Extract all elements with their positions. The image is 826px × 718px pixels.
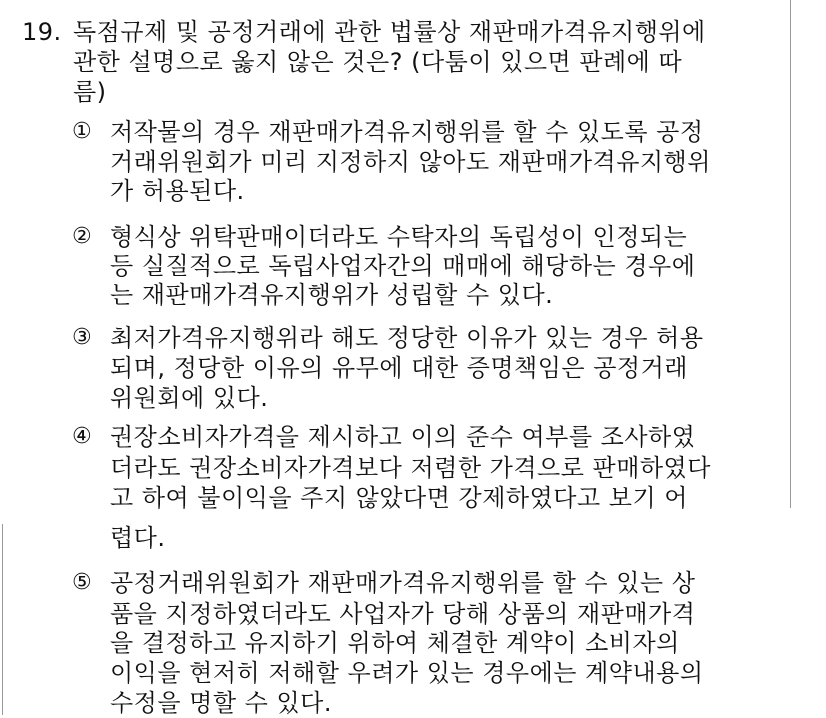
- option-text-line: 고 하여 불이익을 주지 않았다면 강제하였다고 보기 어: [110, 484, 688, 512]
- option-text-line: 더라도 권장소비자가격보다 저렴한 가격으로 판매하였다: [110, 454, 711, 482]
- question-text-line: 독점규제 및 공정거래에 관한 법률상 재판매가격유지행위에: [73, 18, 706, 46]
- column-divider-left: [2, 524, 3, 715]
- option-marker: ①: [72, 119, 93, 144]
- option-text-line: 렵다.: [110, 524, 166, 552]
- option-text-line: 위원회에 있다.: [110, 384, 269, 412]
- option-text-line: 저작물의 경우 재판매가격유지행위를 할 수 있도록 공정: [110, 118, 704, 146]
- option-text-line: 수정을 명할 수 있다.: [110, 689, 332, 717]
- option-text-line: 권장소비자가격을 제시하고 이의 준수 여부를 조사하였: [110, 423, 696, 451]
- option-text-line: 품을 지정하였더라도 사업자가 당해 상품의 재판매가격: [110, 600, 696, 628]
- option-marker: ③: [72, 325, 93, 350]
- option-text-line: 이익을 현저히 저해할 우려가 있는 경우에는 계약내용의: [110, 659, 704, 687]
- option-marker: ④: [72, 424, 93, 449]
- column-divider-right: [790, 0, 791, 508]
- question-text-line: 름): [73, 78, 107, 106]
- option-text-line: 되며, 정당한 이유의 유무에 대한 증명책임은 공정거래: [110, 354, 688, 382]
- option-text-line: 가 허용된다.: [110, 177, 245, 205]
- option-text-line: 는 재판매가격유지행위가 성립할 수 있다.: [110, 281, 554, 309]
- option-text-line: 거래위원회가 미리 지정하지 않아도 재판매가격유지행위: [110, 148, 711, 176]
- option-text-line: 을 결정하고 유지하기 위하여 체결한 계약이 소비자의: [110, 629, 680, 657]
- question-number: 19.: [22, 18, 62, 46]
- option-marker: ②: [72, 224, 93, 249]
- option-marker: ⑤: [72, 570, 93, 595]
- option-text-line: 등 실질적으로 독립사업자간의 매매에 해당하는 경우에: [110, 252, 696, 280]
- question-text-line: 관한 설명으로 옳지 않은 것은? (다툼이 있으면 판례에 따: [73, 48, 683, 76]
- option-text-line: 형식상 위탁판매이더라도 수탁자의 독립성이 인정되는: [110, 223, 688, 251]
- option-text-line: 최저가격유지행위라 해도 정당한 이유가 있는 경우 허용: [110, 324, 704, 352]
- option-text-line: 공정거래위원회가 재판매가격유지행위를 할 수 있는 상: [110, 569, 696, 597]
